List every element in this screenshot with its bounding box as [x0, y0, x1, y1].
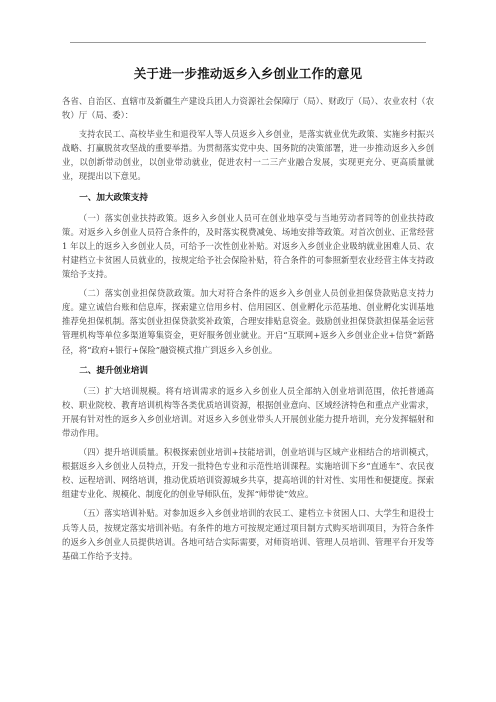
document-body	[62, 94, 434, 568]
body-paragraph: （二）落实创业担保贷款政策。加大对符合条件的返乡入乡创业人员创业担保贷款贴息支持力度。建立诚信台账和信息库，探索建立信用乡村、信用园区、创业孵化示范基地、创业孵化实训基地推荐免担保机制。落实创业担保贷款奖补政策，合理安排贴息资金。鼓励创业担保贷款担保基金运营管理机构等单位多渠道筹集资金，更好服务创业就业。开启“互联网+返乡入乡创业企业+信贷”新路径，将“政府+银行+保险”融资模式推广到返乡入乡创业。	[62, 288, 434, 355]
body-paragraph: （一）落实创业扶持政策。返乡入乡创业人员可在创业地享受与当地劳动者同等的创业扶持政策。对返乡入乡创业人员符合条件的，及时落实税费减免、场地安排等政策。对首次创业、正常经营 1 年以上的返乡入乡创业人员，可给予一次性创业补贴。对返乡入乡创业企业吸纳就业困难人员、农村建档立卡贫困人员就业的，按规定给予社会保险补贴，符合条件的可参照新型农业经营主体支持政策给予支持。	[62, 212, 434, 280]
section-heading: 一、加大政策支持	[79, 192, 148, 203]
header-rule	[70, 42, 426, 43]
body-paragraph: （四）提升培训质量。积极探索创业培训+技能培训，创业培训与区域产业相结合的培训模式，根据返乡入乡创业人员特点，开发一批特色专业和示范性培训课程。实施培训下乡“直通车”、农民夜校、远程培训、网络培训，推动优质培训资源城乡共享，提高培训的针对性、实用性和便捷度。探索组建专业化、规模化、制度化的创业导师队伍，发挥“师带徒”效应。	[62, 447, 434, 500]
addressee-paragraph: 各省、自治区、直辖市及新疆生产建设兵团人力资源社会保障厅（局）、财政厅（局）、农业农村（农牧）厅（局、委）：	[62, 96, 434, 121]
body-paragraph: （五）落实培训补贴。对参加返乡入乡创业培训的农民工、建档立卡贫困人口、大学生和退役士兵等人员，按规定落实培训补贴。有条件的地方可按规定通过项目制方式购买培训项目，为符合条件的返乡入乡创业人员提供培训。各地可结合实际需要，对师资培训、管理人员培训、管理平台开发等基础工作给予支持。	[62, 508, 434, 561]
section-heading: 二、提升创业培训	[79, 365, 148, 376]
body-paragraph: （三）扩大培训规模。将有培训需求的返乡入乡创业人员全部纳入创业培训范围，依托普通高校、职业院校、教育培训机构等各类优质培训资源，根据创业意向、区域经济特色和重点产业需求，开展有针对性的返乡入乡创业培训。对返乡入乡创业带头人开展创业能力提升培训，充分发挥辐射和带动作用。	[62, 385, 434, 438]
intro-paragraph: 支持农民工、高校毕业生和退役军人等人员返乡入乡创业，是落实就业优先政策、实施乡村振兴战略、打赢脱贫攻坚战的重要举措。为贯彻落实党中央、国务院的决策部署，进一步推动返乡入乡创业，以创新带动创业，以创业带动就业，促进农村一二三产业融合发展，实现更充分、更高质量就业，现提出以下意见。	[62, 129, 434, 182]
document-title: 关于进一步推动返乡入乡创业工作的意见	[133, 66, 363, 81]
